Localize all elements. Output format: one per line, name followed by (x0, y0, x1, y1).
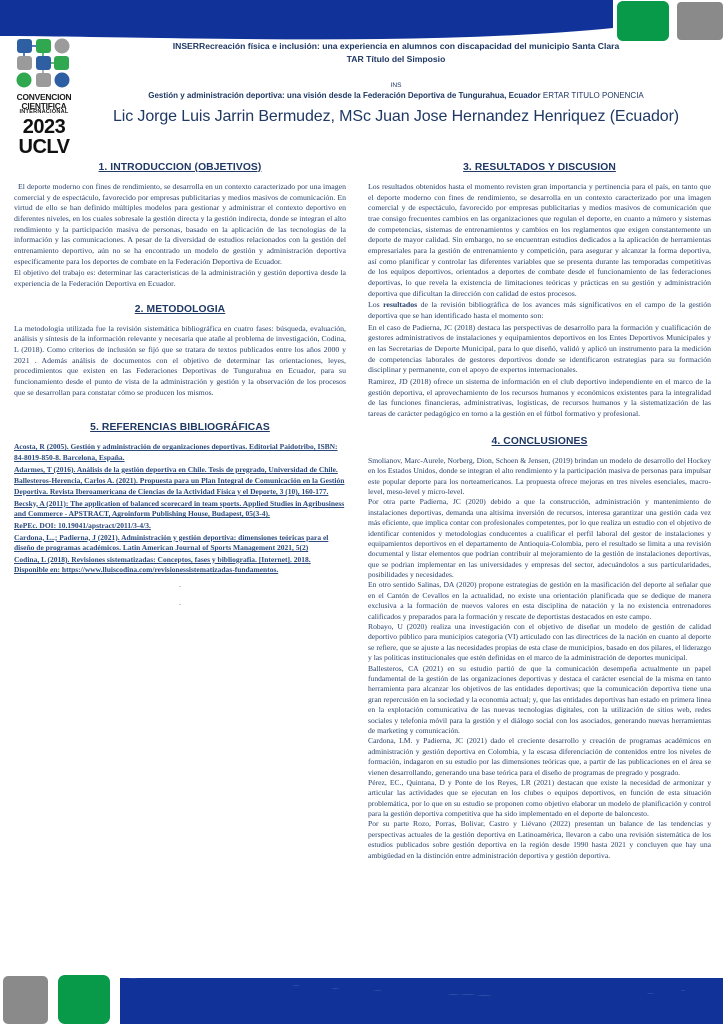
logo-institution: UCLV (18, 135, 70, 158)
resultados-paragraph-3: Ramirez, JD (2018) ofrece un sistema de información en el club deportivo independiente en el marco de la gestión deportiva, el aprovechamiento de los recursos humanos y económicos existentes para la integralidad de las funciones financieras, administrativas, logisticas, de recursos humanos y la sistematización de las tareas de carácter pedagógico en torno a la gestión en el fútbol formativo y profesional. (368, 377, 711, 419)
footer-green-block (58, 975, 110, 1024)
reference-item: Adarmes, T (2016). Análisis de la gestión deportiva en Chile. Tesis de pregrado, Universidad de Chile. (14, 464, 338, 474)
title-block (86, 40, 706, 126)
reference-item: Codina, L (2018). Revisiones sistematizadas: Conceptos, fases y bibliografia. [Internet]. 2018. Disponible en: https://www.lluiscodina.com/revisionessistematizadas-fundamentos. (14, 554, 311, 575)
trailing-dash-1: - (178, 582, 182, 591)
right-column (362, 162, 723, 861)
section-heading-referencias: 5. REFERENCIAS BIBLIOGRÁFICAS (90, 422, 270, 434)
tile-2-green-icon (36, 39, 51, 53)
tile-9-blue-icon (55, 73, 70, 88)
ponencia-title-light: ERTAR TITULO PONENCIA (542, 90, 644, 100)
header-gray-block (677, 2, 723, 40)
trailing-dash-2: - (178, 600, 182, 609)
reference-item: Acosta, R (2005). Gestión y administración de organizaciones deportivas. Editorial Paidotribo, ISBN: 84-8019-850-8. Barcelona, España. (14, 442, 338, 463)
logo-line-cientifica: CIENTIFICA (21, 100, 67, 111)
symposium-title: TAR Título del Simposio (346, 53, 446, 64)
reference-item: Becsky, A (2011): The application of balanced scorecard in team sports. Applied Studies in Agribusiness and Commerce - APSTRACT, Agroinform Publishing House, Budapest, 05(3-4). (14, 498, 345, 519)
logo-tile-grid (15, 38, 73, 88)
footer-gray-block (3, 976, 48, 1024)
resultados-lead-bold: resultados (383, 300, 418, 310)
section-heading-metodologia: 2. METODOLOGIA (134, 303, 226, 315)
logo-line-internacional: INTERNACIONAL (19, 109, 69, 116)
conclusiones-paragraph-8: Por su parte Rozo, Porras, Bolivar, Castro y Liévano (2022) presentan un balance de las tendencias y perspectivas actuales de la gestión deportiva en Latinoamérica, llevaron a cabo una revisión sistemática de los estudios publicados sobre gestión deportiva en la región desde 1990 hasta 2021 y concluyen que hay una ambigüedad en la distinción entre administración deportiva y gestión deportiva. (368, 819, 711, 860)
ins-label: INS (390, 81, 402, 89)
reference-item: RePEc. DOI: 10.19041/apstract/2011/3-4/3. (14, 520, 151, 530)
section-heading-introduccion: 1. INTRODUCCION (OBJETIVOS) (98, 162, 262, 173)
footer-decoration (0, 964, 723, 1024)
conclusiones-paragraph-4: Robayo, U (2020) realiza una investigación con el objetivo de diseñar un modelo de gestión de calidad deportivo público para municipios categoria (VI) articulado con las directrices de la nación en cuanto al deporte se refiere, que se ajuste a las necesidades propias de esta clase de municipios, basado en dos pilares, el liderazgo y las politicas institucionales que estén definidas en el marco de la administración de deportes municipal. (368, 622, 711, 663)
resultados-paragraph-1: Los resultados obtenidos hasta el momento revisten gran importancia y pertinencia para el país, en tanto que el deporte moderno con fines de rendimiento, se desarrolla en un contexto caracterizado por una imagen comercial y de espectáculo, favorecido por empresas publicitarias y medios masivos de comunicación que trae consigo frecuentes cambios en las organizaciones que regulan el deporte, en cuanto a número y sistemas de competencias, sistemas de entrenamientos y cambios en los reglamentos que exigen constantemente un deporte de mayor calidad. Sin embargo, no se encuentran estudios dedicados a la aplicación de herramientas empresariales para la gestión de entrenamiento y competición, para asegurar y alcanzar la forma deportiva, así como planificar y controlar las diferentes variables que se presenta durante las temporadas competitivas de los equipos deportivos, orientados a deportes de combate desde el funcionamiento de las federaciones deportivas, lo que revela la existencia de limitaciones teóricas y prácticas en su gestión y administración deportiva que dificultan la dirección con calidad de estos procesos. (368, 182, 711, 298)
header-green-block (617, 1, 669, 41)
introduccion-paragraph-1: El deporte moderno con fines de rendimiento, se desarrolla en un contexto caracterizado por una imagen comercial y de espectáculo, favorecido por empresas publicitarias y medios masivos de comunicación. En virtud de ello se han definido múltiples modelos para gestionar y administrar el contexto deportivo en diferentes niveles, en los cuales sobresale la gestión directa y la gestión indirecta, donde se integran el alto rendimiento y la participación masiva de personas, basado en la aplicación de las tecnologias de la información y las comunicaciones. A pesar de la diversidad de estudios relacionados con la gestión del entrenamiento deportivo, aún no se ha encontrado un modelo de gestión y administración deportiva específicamente para los deportes de combate en la Federación Deportiva de Ecuador. (14, 182, 346, 266)
tile-5-blue-icon (36, 56, 51, 70)
ponencia-title-bold: Gestión y administración deportiva: una visión desde la Federación Deportiva de Tungurahua, Ecuador (148, 90, 541, 100)
ponencia-title (86, 89, 706, 100)
section-heading-resultados: 3. RESULTADOS Y DISCUSION (463, 162, 616, 173)
conclusiones-paragraph-6: Cardona, LM. y Padierna, JC (2021) dado el creciente desarrollo y creación de programas académicos en administración y gestión deportiva en Colombia, y la escasa diferenciación de contenidos entre los niveles de formación, indagaron en su estudio por las dimensiones teóricas que, a partir de las publicaciones en el área se vienen desarrollando, generando una base teórica para el diseño de programas de pregrado y posgrado. (368, 736, 711, 777)
conclusiones-paragraph-7: Pérez, EC., Quintana, D y Ponte de los Reyes, LR (2021) destacan que existe la necesidad de armonizar y articular las actividades que se ejecutan en los clubes o equipos deportivos, en función de esta situación problemática, por lo que en su estudio se proponen como objetivo elaborar un modelo de planificación y control para la gestión deportiva competitiva que ha sido implementado en el deporte de baloncesto. (368, 777, 711, 819)
conclusiones-paragraph-1: Smolianov, Marc-Aurele, Norberg, Dion, Schoen & Jensen, (2019) brindan un modelo de desarrollo del Hockey en los Estados Unidos, donde se integran el alto rendimiento y la participación masiva de personas para impulsar este popular deporte para los norteamericanos. La propuesta ofrece mejoras en tres niveles esenciales, macro-level, meso-level y micro-level. (368, 455, 711, 496)
tile-8-gray-icon (36, 73, 51, 87)
header-blue-wave (0, 0, 613, 39)
convention-logo (13, 38, 75, 157)
resultados-paragraph-2: En el caso de Padierna, JC (2018) destaca las perspectivas de desarrollo para la formación y cualificación de gestores administrativos de instalaciones y equipamientos deportivos en los Entes Deportivos Municipales y en las Secretarias de Deporte Municipal, para lo que diseñó, validó y aplicó un instrumento para la medición de competencias laborales de gestores deportivos donde se identificaron estrategias para su formación disciplinar y permanente, con el apoyo de expertos internacionales. (368, 322, 711, 375)
logo-line-convencion: CONVENCION (16, 92, 72, 102)
section-heading-conclusiones: 4. CONCLUSIONES (491, 435, 588, 447)
conclusiones-paragraph-3: En otro sentido Salinas, DA (2020) propone estrategias de gestión en la masificación del deporte al señalar que en el Cantón de Cevallos en la actualidad, no existe una orientación planificada que se dedique de manera exclusiva a la formación de nuevos valores en esta disciplina de natación y la no existencia entrenadores calificados y preparados para la formación y rescate de deportistas destacados en este campo. (368, 580, 711, 621)
conclusiones-paragraph-5: Ballesteros, CA (2021) en su estudio partió de que la comunicación desempeña actualmente un papel fundamental de la gestión de las organizaciones deportivas y destaca el carácter esencial de la misma en tanto herramienta para alcanzar los objetivos de las entidades deportivas; que la comunicación deportiva tiene una gran repercusión en la sociedad y la economia actual; y, que las entidades deportivas han estado en primera linea en la explotación comunicativa de las nuevas tecnologias digitales, con la utilización de sitios web, redes sociales y telefonia móvil para la gestión y el diálogo social con los asociados, generando nuevas herramientas de marketing y comunicación. (368, 663, 711, 735)
tile-1-blue-icon (17, 39, 32, 53)
poster-body (0, 162, 723, 861)
logo-year: 2023 (22, 115, 66, 138)
poster-title: INSERRecreación física e inclusión: una experiencia en alumnos con discapacidad del municipio Santa Clara (172, 41, 620, 51)
conclusiones-paragraph-2: Por otra parte Padierna, JC (2020) debido a que la construcción, administración y mantenimiento de instalaciones deportivas, demanda una altisima inversión de recursos, interesa garantizar una gestión cada vez más eficiente, que implica contar con profesionales competentes, por lo que realiza un estudio con el objetivo de identificar contenidos y metodologias conducentes a cualificar el perfil laboral del gestor de instalaciones y equipamientos deportivos en el departamento de Antioquia-Colombia, pero el resultado se limita a una revisión documental y listar elementos que podrian contribuir al mejoramiento de la gestión de instalaciones deportivas, que se podrian implementar en las universidades y empresas del sector, adecuándolos a sus particularidades, posibilidades y necesidades. (368, 497, 711, 580)
resultados-lead-paragraph (368, 300, 711, 321)
metodologia-paragraph-1: La metodologia utilizada fue la revisión sistemática bibliográfica en cuatro fases: búsqueda, evaluación, análisis y síntesis de la información relevante y necesaria que atañe al problema de investigación, Codina, L (2018). Como criterios de inclusión se fijó que se tratara de textos publicados entre los años 2000 y 2021 . Además análisis de documentos con el objetivo de determinar las orientaciones, leyes, procedimientos que existen en las Federaciones Deportivas de Tungurahua en Ecuador, para su funcionamiento desde el punto de vista de la administración y gestión y la observación de los procesos que se desarrollan para constatar cómo se producen los mismos. (14, 323, 346, 397)
tile-4-gray-icon (17, 56, 32, 70)
reference-item: Cardona, L..; Padierna, J (2021). Administración y gestión deportiva: dimensiones teóricas para el diseño de programas académicos. Latin American Journal of Sports Management 2021, 5(2) (14, 532, 329, 553)
footer-blue-wave (120, 978, 723, 1024)
resultados-lead-pre: Los (368, 300, 384, 310)
resultados-lead-post: de la revisión bibliográfica de los avances más significativos en el campo de la gestión deportiva que se han identificado hasta el momento son: (368, 300, 711, 321)
reference-item: Ballesteros-Herencia, Carlos A. (2021). Propuesta para un Plan Integral de Comunicación en la Gestión Deportiva. Revista Iberoamericana de Ciencias de la Actividad Física y el Deporte, 3 (10), 160-177. (14, 476, 345, 496)
tile-3-gray-icon (55, 39, 70, 54)
left-column (0, 162, 362, 861)
introduccion-paragraph-2: El objetivo del trabajo es: determinar las caracteristicas de la administración y gestión deportiva desde la experiencia de la Federación Deportiva en Ecuador. (14, 268, 346, 289)
tile-6-green-icon (54, 56, 69, 70)
authors: Lic Jorge Luis Jarrin Bermudez, MSc Juan Jose Hernandez Henriquez (Ecuador) (112, 107, 680, 125)
tile-7-green-icon (17, 73, 32, 88)
